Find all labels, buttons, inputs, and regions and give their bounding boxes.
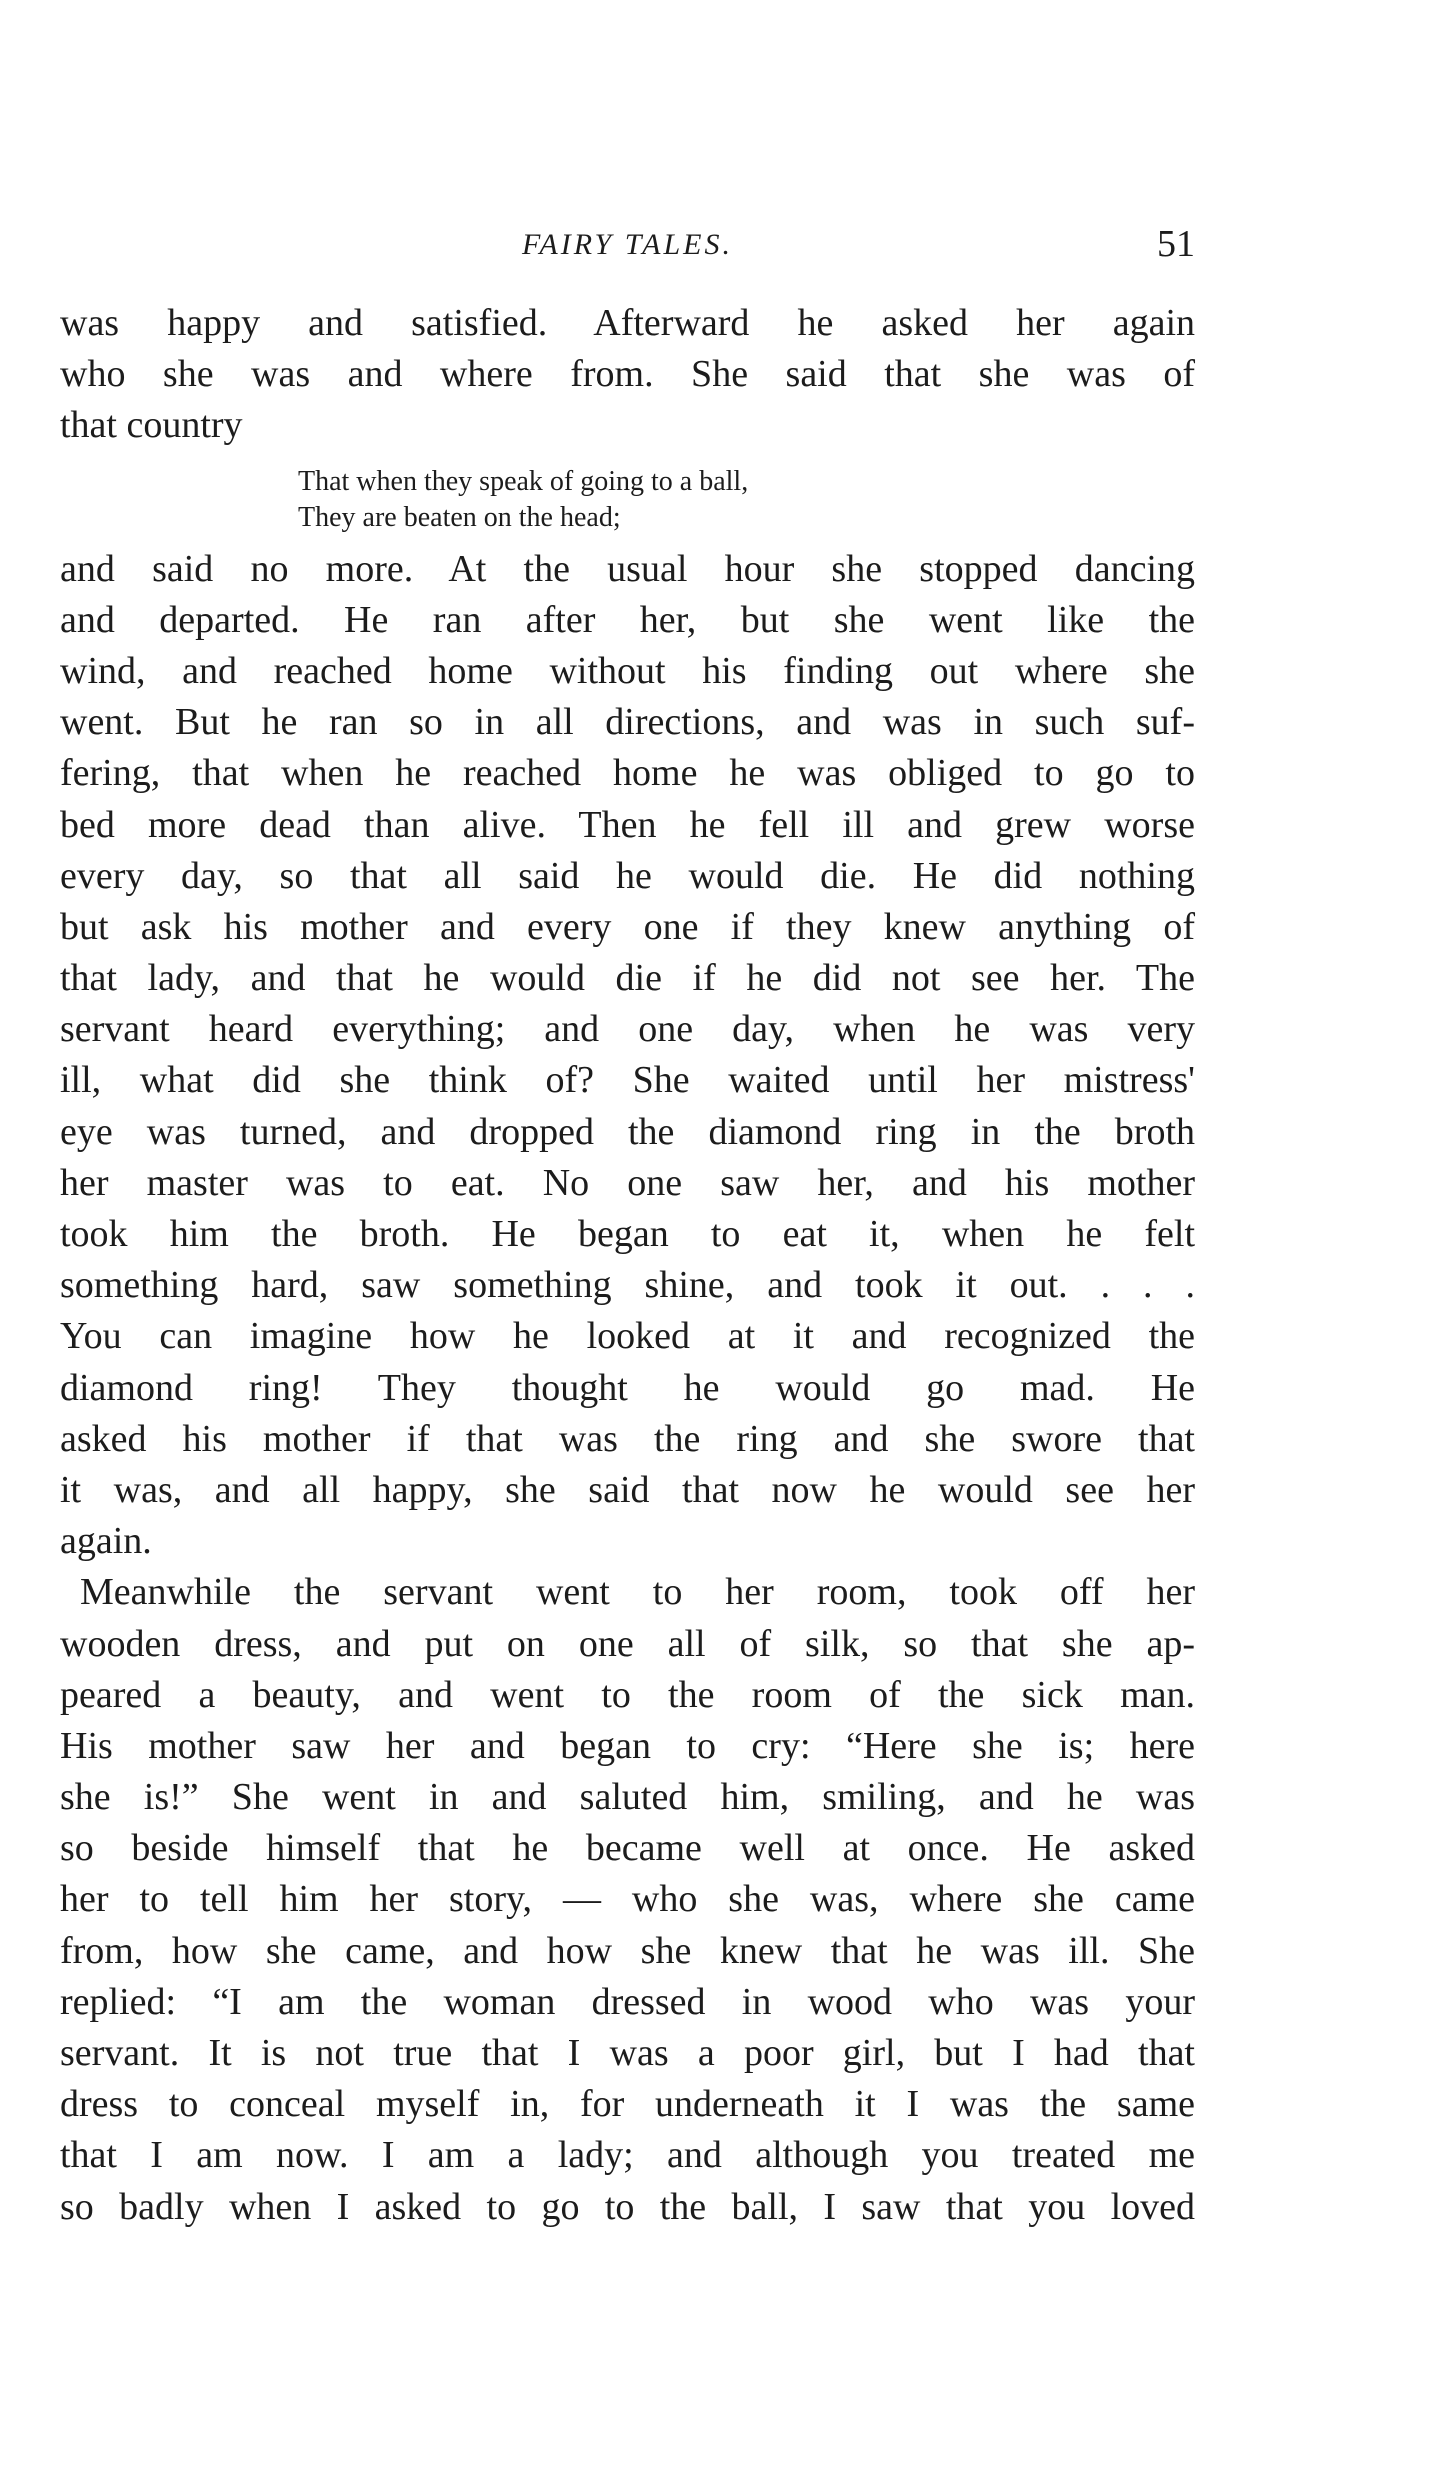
text-line: wooden dress, and put on one all of silk, so that she ap- bbox=[60, 1622, 1195, 1665]
text-line: went. But he ran so in all directions, and was in such suf- bbox=[60, 701, 1195, 744]
text-line: asked his mother if that was the ring and she swore that bbox=[60, 1417, 1195, 1460]
running-head: FAIRY TALES. bbox=[521, 228, 734, 261]
text-line: dress to conceal myself in, for underneath it I was the same bbox=[60, 2083, 1195, 2126]
text-line: eye was turned, and dropped the diamond ring in the broth bbox=[60, 1110, 1195, 1153]
page-number: 51 bbox=[1157, 223, 1195, 265]
verse-quote bbox=[60, 464, 1195, 536]
text-line: from, how she came, and how she knew that he was ill. She bbox=[60, 1929, 1195, 1972]
verse-line: They are beaten on the head; bbox=[298, 501, 621, 533]
text-line: but ask his mother and every one if they knew anything of bbox=[60, 905, 1195, 948]
text-line: servant. It is not true that I was a poor girl, but I had that bbox=[60, 2032, 1195, 2074]
text-line: took him the broth. He began to eat it, when he felt bbox=[60, 1213, 1195, 1255]
text-line: she is!” She went in and saluted him, smiling, and he was bbox=[60, 1776, 1195, 1819]
paragraph-3 bbox=[60, 1567, 1195, 2232]
text-line: bed more dead than alive. Then he fell ill and grew worse bbox=[60, 803, 1195, 846]
text-line: replied: “I am the woman dressed in wood who was your bbox=[60, 1980, 1195, 2023]
text-line: that I am now. I am a lady; and although you treated me bbox=[60, 2134, 1195, 2177]
text-line: it was, and all happy, she said that now he would see her bbox=[60, 1468, 1195, 1511]
text-line: His mother saw her and began to cry: “Here she is; here bbox=[60, 1724, 1195, 1767]
text-line: and said no more. At the usual hour she stopped dancing bbox=[60, 547, 1195, 590]
text-line: so beside himself that he became well at once. He asked bbox=[60, 1827, 1195, 1870]
text-line: again. bbox=[60, 1520, 152, 1563]
text-line: so badly when I asked to go to the ball, I saw that you loved bbox=[60, 2185, 1195, 2228]
text-line: who she was and where from. She said that she was of bbox=[60, 353, 1195, 396]
text-line: every day, so that all said he would die. He did nothing bbox=[60, 854, 1195, 897]
text-line: fering, that when he reached home he was obliged to go to bbox=[60, 752, 1195, 795]
text-line: peared a beauty, and went to the room of the sick man. bbox=[60, 1673, 1195, 1716]
text-line: diamond ring! They thought he would go mad. He bbox=[60, 1366, 1195, 1409]
text-line: ill, what did she think of? She waited until her mistress' bbox=[60, 1059, 1195, 1102]
paragraph-1 bbox=[60, 298, 1195, 452]
page-header bbox=[60, 223, 1195, 278]
text-line: servant heard everything; and one day, when he was very bbox=[60, 1008, 1195, 1051]
text-line: Meanwhile the servant went to her room, took off her bbox=[80, 1571, 1195, 1614]
verse-line: That when they speak of going to a ball, bbox=[298, 465, 749, 497]
text-line: her master was to eat. No one saw her, and his mother bbox=[60, 1161, 1195, 1204]
body-text bbox=[60, 298, 1195, 2233]
text-line: You can imagine how he looked at it and recognized the bbox=[60, 1315, 1195, 1358]
text-line: something hard, saw something shine, and took it out. . . . bbox=[60, 1264, 1195, 1307]
text-line: that lady, and that he would die if he did not see her. The bbox=[60, 957, 1195, 1000]
paragraph-2 bbox=[60, 544, 1195, 1568]
text-line: was happy and satisfied. Afterward he asked her again bbox=[60, 302, 1195, 344]
text-line: and departed. He ran after her, but she went like the bbox=[60, 598, 1195, 641]
text-line: wind, and reached home without his finding out where she bbox=[60, 649, 1195, 692]
text-line: her to tell him her story, — who she was, where she came bbox=[60, 1878, 1195, 1921]
text-line: that country bbox=[60, 404, 243, 447]
